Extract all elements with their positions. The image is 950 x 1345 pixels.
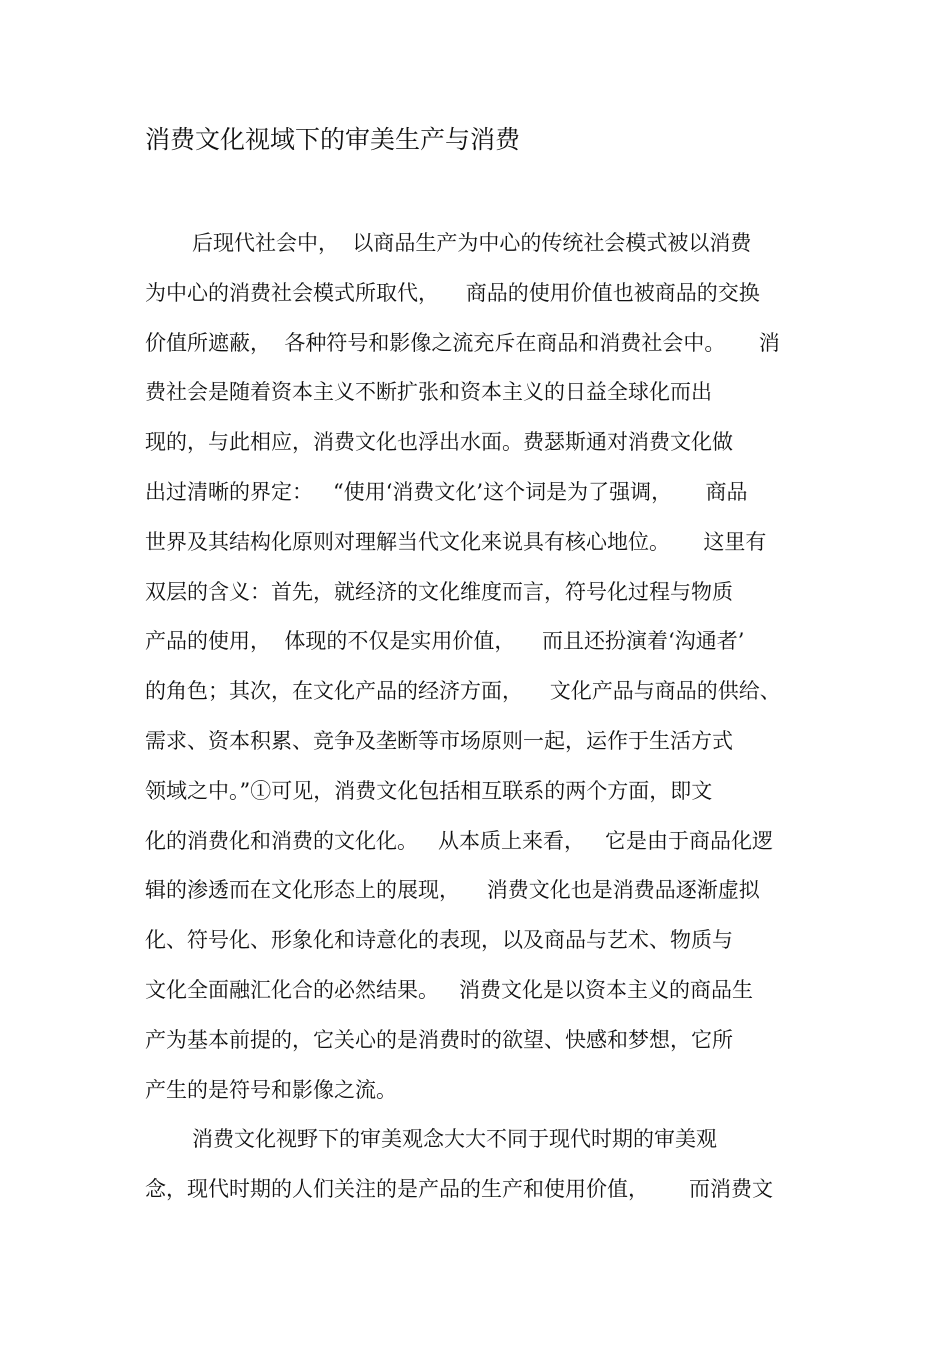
paragraph-line: 的角色；其次，在文化产品的经济方面， 文化产品与商品的供给、 bbox=[145, 679, 781, 704]
paragraph-line: 产生的是符号和影像之流。 bbox=[145, 1077, 397, 1102]
paragraph-line: 需求、资本积累、竞争及垄断等市场原则一起，运作于生活方式 bbox=[145, 728, 733, 753]
paragraph-line: 辑的渗透而在文化形态上的展现， 消费文化也是消费品逐渐虚拟 bbox=[145, 878, 760, 903]
paragraph-line: 后现代社会中， 以商品生产为中心的传统社会模式被以消费 bbox=[192, 231, 752, 255]
document-body bbox=[145, 225, 825, 1221]
paragraph-line: 产品的使用， 体现的不仅是实用价值， 而且还扮演着‘沟通者’ bbox=[145, 629, 745, 654]
paragraph-2 bbox=[145, 1121, 825, 1221]
paragraph-line: 价值所遮蔽， 各种符号和影像之流充斥在商品和消费社会中。 消 bbox=[145, 330, 780, 355]
paragraph-line: 消费文化视野下的审美观念大大不同于现代时期的审美观 bbox=[192, 1127, 717, 1152]
paragraph-line: 为中心的消费社会模式所取代， 商品的使用价值也被商品的交换 bbox=[145, 280, 760, 305]
paragraph-line: 现的，与此相应，消费文化也浮出水面。费瑟斯通对消费文化做 bbox=[145, 430, 733, 455]
paragraph-line: 化、符号化、形象化和诗意化的表现，以及商品与艺术、物质与 bbox=[145, 928, 733, 953]
paragraph-line: 世界及其结构化原则对理解当代文化来说具有核心地位。 这里有 bbox=[145, 529, 767, 554]
paragraph-1 bbox=[145, 225, 825, 1121]
paragraph-line: 双层的含义：首先，就经济的文化维度而言，符号化过程与物质 bbox=[145, 579, 733, 604]
paragraph-line: 化的消费化和消费的文化化。 从本质上来看， 它是由于商品化逻 bbox=[145, 828, 774, 853]
paragraph-line: 产为基本前提的，它关心的是消费时的欲望、快感和梦想，它所 bbox=[145, 1027, 733, 1052]
paragraph-line: 文化全面融汇化合的必然结果。 消费文化是以资本主义的商品生 bbox=[145, 977, 754, 1002]
paragraph-line: 念，现代时期的人们关注的是产品的生产和使用价值， 而消费文 bbox=[145, 1177, 774, 1202]
paragraph-line: 领域之中。”①可见，消费文化包括相互联系的两个方面，即文 bbox=[145, 778, 713, 803]
paragraph-line: 费社会是随着资本主义不断扩张和资本主义的日益全球化而出 bbox=[145, 380, 712, 405]
paragraph-line: 出过清晰的界定： “使用‘消费文化’这个词是为了强调， 商品 bbox=[145, 479, 748, 504]
document-title: 消费文化视域下的审美生产与消费 bbox=[145, 125, 521, 154]
